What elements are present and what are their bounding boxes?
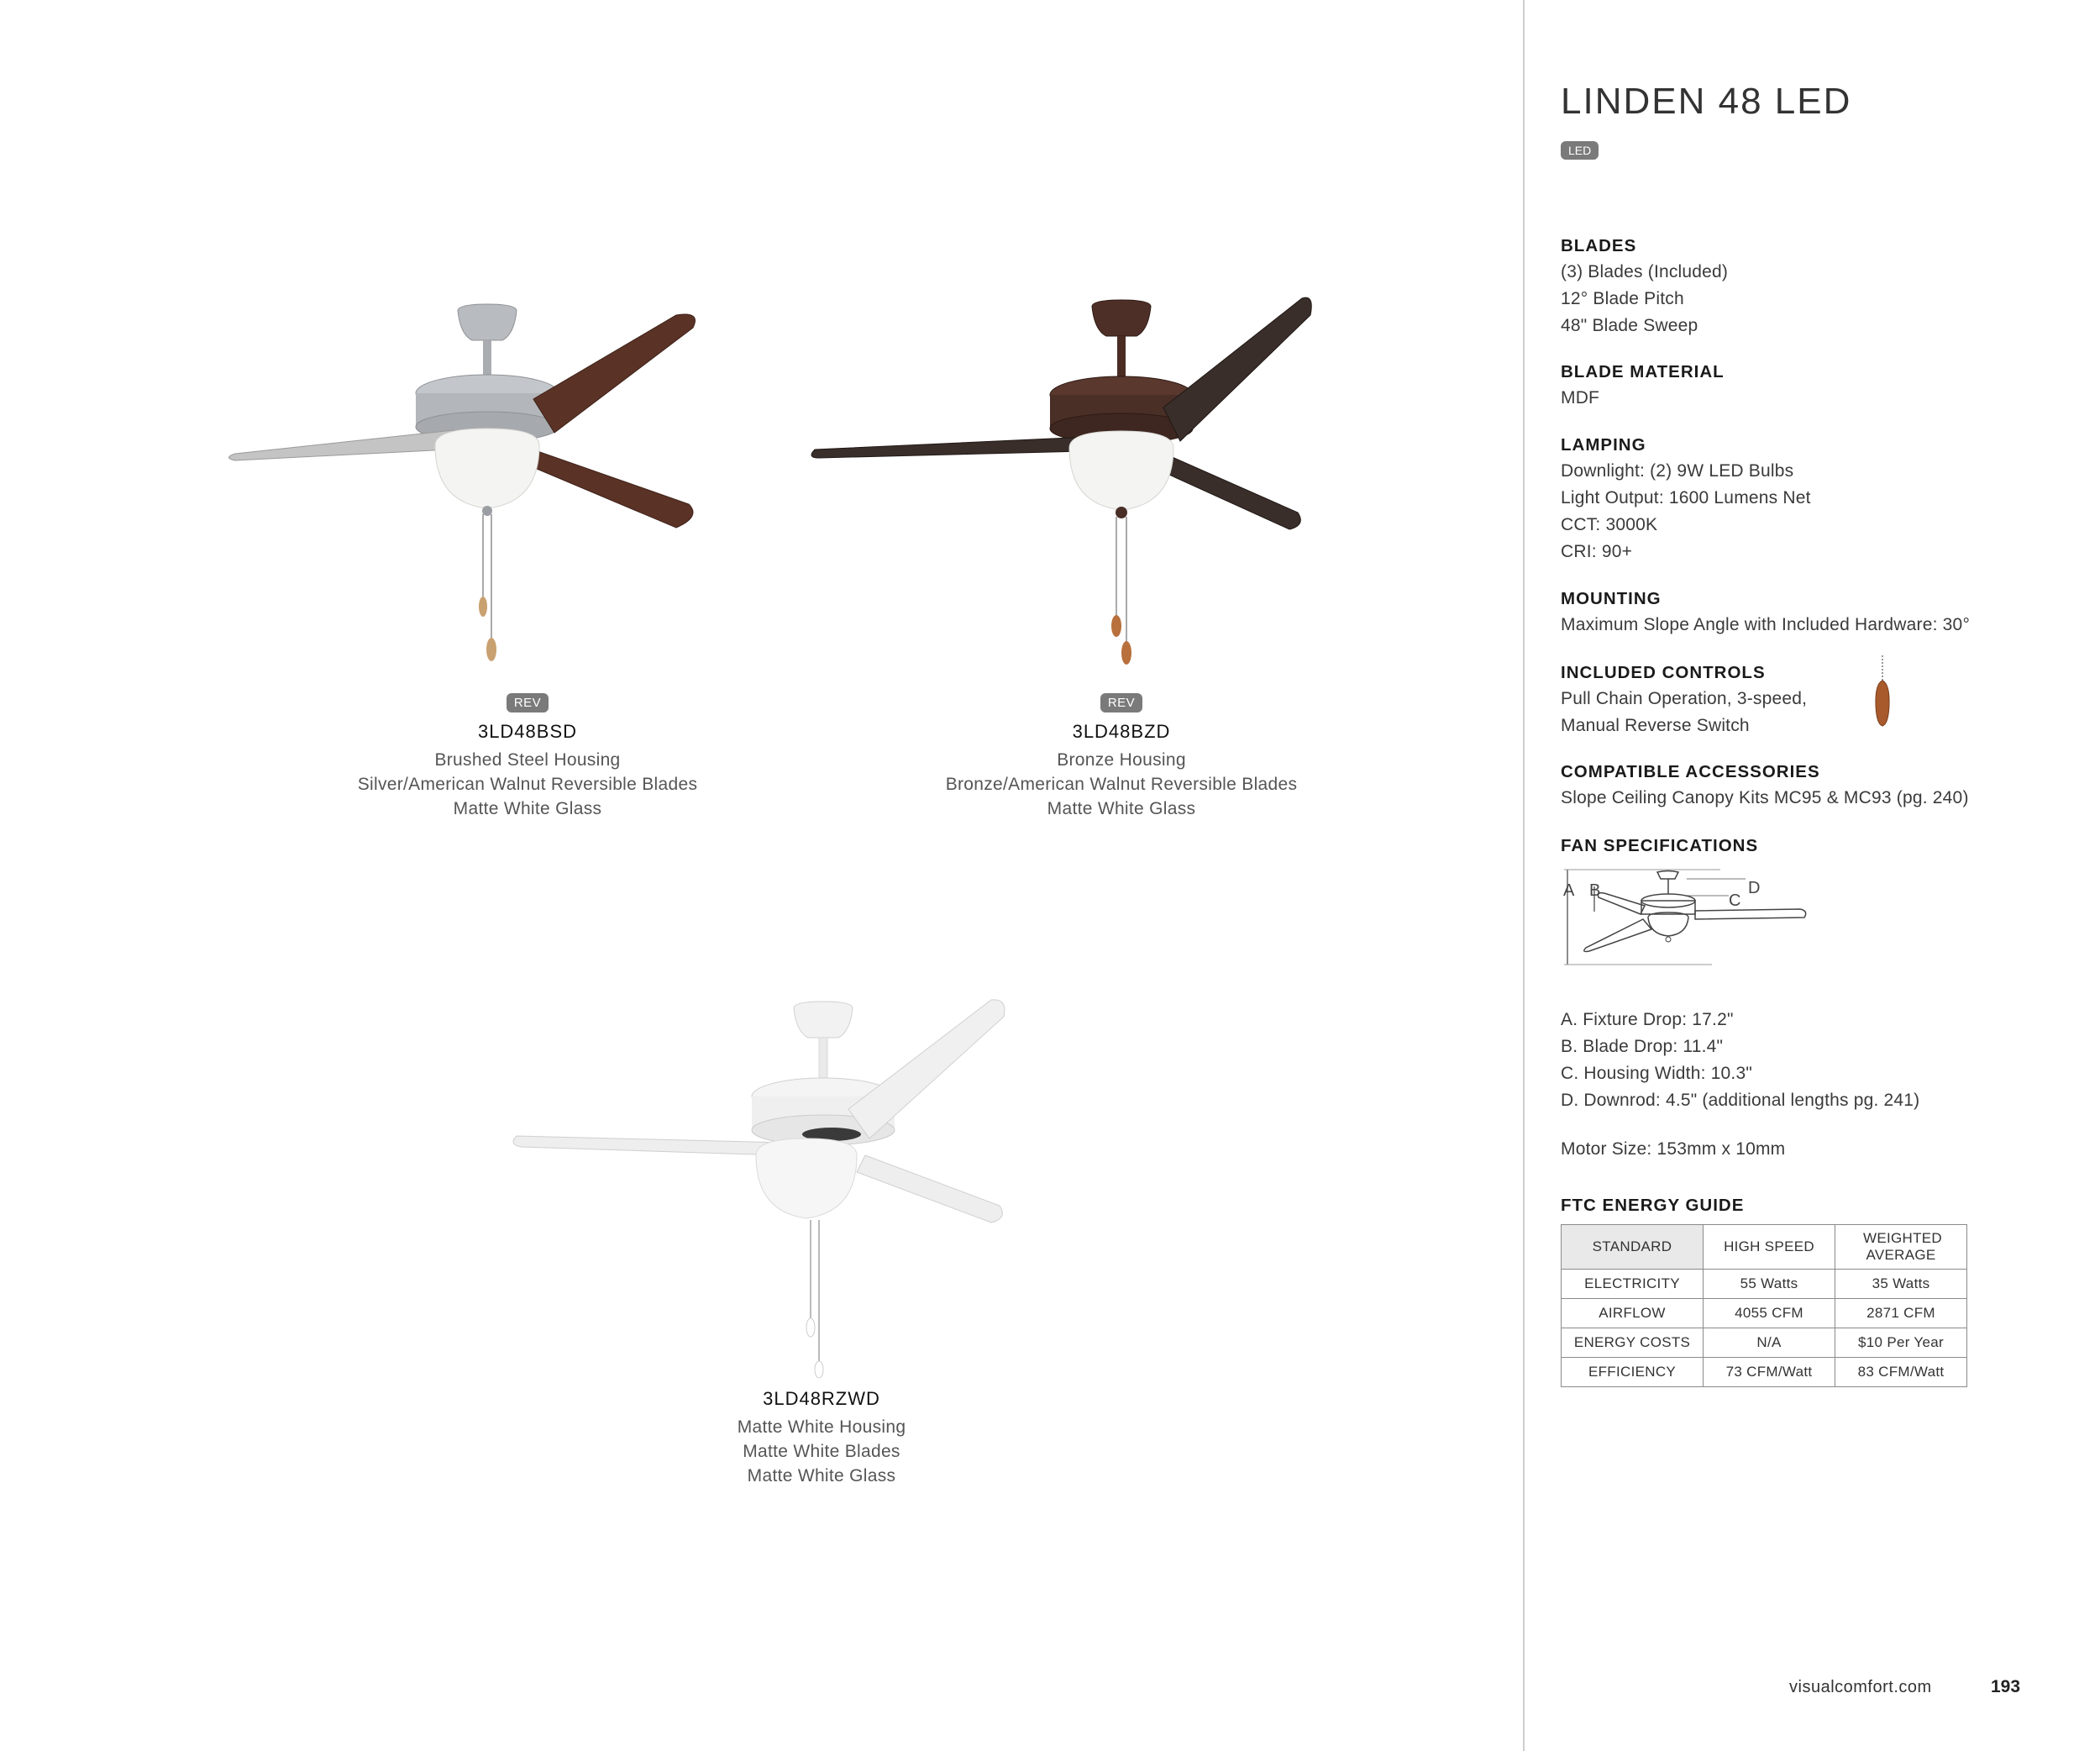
table-cell: ELECTRICITY — [1562, 1270, 1704, 1299]
page-title: LINDEN 48 LED — [1561, 81, 1852, 122]
table-cell: 73 CFM/Watt — [1704, 1358, 1835, 1387]
motor-size-line: Motor Size: 153mm x 10mm — [1561, 1139, 1786, 1159]
table-cell: 55 Watts — [1704, 1270, 1835, 1299]
fan-image-matte-white — [512, 991, 1016, 1378]
section-compatible-accessories — [1561, 760, 2065, 812]
column-divider — [1523, 0, 1525, 1751]
footer-url: visualcomfort.com — [1789, 1678, 1932, 1696]
table-row — [1562, 1270, 1967, 1299]
spec-line: Manual Reverse Switch — [1561, 716, 1750, 735]
dimension-line: C. Housing Width: 10.3" — [1561, 1064, 1752, 1083]
table-cell: N/A — [1704, 1328, 1835, 1358]
fan-image-brushed-steel — [218, 294, 722, 672]
product-desc-line: Matte White Glass — [747, 1466, 896, 1485]
spec-line: CRI: 90+ — [1561, 542, 1633, 561]
diagram-label-d: D — [1748, 879, 1761, 897]
diagram-label-c: C — [1729, 891, 1741, 910]
product-sku: 3LD48BZD — [1072, 721, 1171, 742]
page-number: 193 — [1991, 1677, 2021, 1696]
section-heading: FAN SPECIFICATIONS — [1561, 836, 1759, 855]
spec-line: Downlight: (2) 9W LED Bulbs — [1561, 461, 1794, 481]
dimension-line: D. Downrod: 4.5" (additional lengths pg. 241) — [1561, 1091, 1920, 1110]
weighted-average-label: WEIGHTED AVERAGE — [1863, 1230, 1943, 1263]
spec-line: (3) Blades (Included) — [1561, 262, 1729, 281]
product-3ld48rzwd — [528, 1388, 1116, 1488]
dimension-line: A. Fixture Drop: 17.2" — [1561, 1010, 1734, 1029]
section-blade-material — [1561, 360, 2065, 412]
product-desc-line: Brushed Steel Housing — [434, 750, 621, 770]
table-cell: $10 Per Year — [1835, 1328, 1967, 1358]
product-desc-line: Bronze/American Walnut Reversible Blades — [945, 775, 1298, 794]
table-cell: 2871 CFM — [1835, 1299, 1967, 1328]
product-desc-line: Bronze Housing — [1057, 750, 1186, 770]
section-heading: BLADES — [1561, 236, 1637, 255]
product-desc-line: Matte White Blades — [743, 1442, 900, 1461]
spec-line: CCT: 3000K — [1561, 515, 1658, 534]
table-row — [1562, 1358, 1967, 1387]
product-desc-line: Matte White Glass — [1047, 799, 1196, 818]
table-cell: 4055 CFM — [1704, 1299, 1835, 1328]
led-badge: LED — [1561, 141, 1599, 160]
section-fan-specifications — [1561, 833, 2065, 859]
product-sku: 3LD48BSD — [477, 721, 578, 742]
section-lamping — [1561, 433, 2065, 565]
spec-line: Light Output: 1600 Lumens Net — [1561, 488, 1811, 507]
diagram-label-b: B — [1589, 881, 1601, 900]
table-cell: 83 CFM/Watt — [1835, 1358, 1967, 1387]
table-header-row — [1562, 1225, 1967, 1270]
motor-size — [1561, 1136, 2065, 1163]
table-cell: EFFICIENCY — [1562, 1358, 1704, 1387]
section-heading: BLADE MATERIAL — [1561, 362, 1725, 381]
table-cell: AIRFLOW — [1562, 1299, 1704, 1328]
section-included-controls — [1561, 660, 2065, 739]
fan-dimension-diagram — [1561, 865, 1821, 970]
pull-chain-icon — [1870, 655, 1895, 739]
table-header-cell: HIGH SPEED — [1704, 1225, 1835, 1270]
rev-badge: REV — [507, 693, 549, 712]
section-heading: INCLUDED CONTROLS — [1561, 663, 1766, 682]
table-row — [1562, 1328, 1967, 1358]
product-desc-line: Matte White Housing — [737, 1417, 906, 1437]
section-mounting — [1561, 586, 2065, 639]
spec-line: Slope Ceiling Canopy Kits MC95 & MC93 (pg. 240) — [1561, 788, 1969, 807]
diagram-label-a: A — [1563, 881, 1575, 900]
dimension-line: B. Blade Drop: 11.4" — [1561, 1037, 1724, 1056]
section-heading: MOUNTING — [1561, 589, 1662, 608]
spec-line: 48" Blade Sweep — [1561, 316, 1698, 335]
product-3ld48bzd — [827, 693, 1415, 821]
section-blades — [1561, 234, 2065, 339]
spec-line: Maximum Slope Angle with Included Hardware: 30° — [1561, 615, 1971, 634]
dimension-list — [1561, 1007, 2065, 1114]
table-cell: ENERGY COSTS — [1562, 1328, 1704, 1358]
energy-guide-table — [1561, 1224, 1967, 1387]
product-sku: 3LD48RZWD — [763, 1388, 880, 1409]
table-cell: 35 Watts — [1835, 1270, 1967, 1299]
product-desc-line: Silver/American Walnut Reversible Blades — [357, 775, 698, 794]
table-header-cell: STANDARD — [1562, 1225, 1704, 1270]
rev-badge: REV — [1100, 693, 1142, 712]
section-heading: LAMPING — [1561, 435, 1646, 455]
table-row — [1562, 1299, 1967, 1328]
spec-line: MDF — [1561, 388, 1600, 408]
product-3ld48bsd — [234, 693, 822, 821]
fan-image-bronze — [811, 290, 1331, 676]
section-heading: FTC ENERGY GUIDE — [1561, 1196, 1745, 1215]
table-header-cell — [1835, 1225, 1967, 1270]
section-heading: COMPATIBLE ACCESSORIES — [1561, 762, 1820, 781]
product-desc-line: Matte White Glass — [453, 799, 602, 818]
spec-line: Pull Chain Operation, 3-speed, — [1561, 689, 1808, 708]
spec-line: 12° Blade Pitch — [1561, 289, 1684, 308]
section-energy-guide — [1561, 1193, 2065, 1218]
